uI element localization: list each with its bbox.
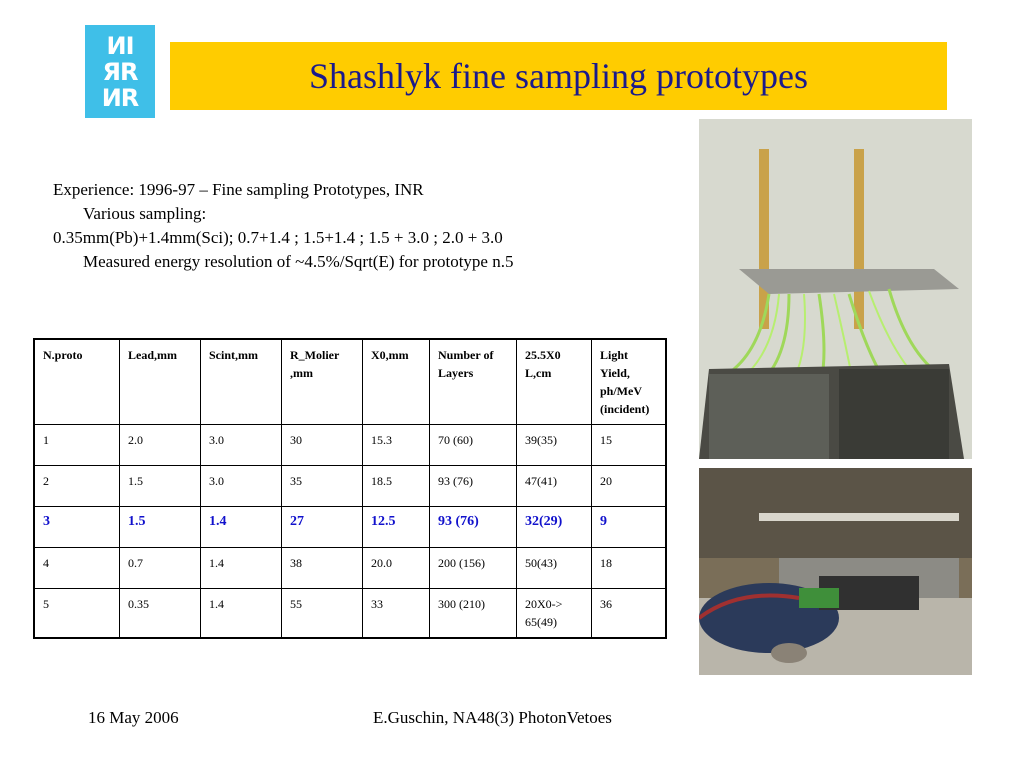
table-cell: 47(41) [517, 466, 592, 507]
table-header-cell: Scint,mm [201, 339, 282, 425]
table-cell: 93 (76) [430, 466, 517, 507]
table-cell: 9 [592, 507, 667, 548]
table-row [34, 589, 666, 639]
table-cell: 20 [592, 466, 667, 507]
table-cell: 33 [363, 589, 430, 639]
table-header-cell: X0,mm [363, 339, 430, 425]
table-cell: 18.5 [363, 466, 430, 507]
test-setup-illustration [699, 468, 972, 675]
table-cell: 39(35) [517, 425, 592, 466]
table-cell: 93 (76) [430, 507, 517, 548]
text-line-2: Various sampling: [83, 204, 207, 223]
table-cell: 1.4 [201, 507, 282, 548]
table-header-cell: Lead,mm [120, 339, 201, 425]
table-cell: 32(29) [517, 507, 592, 548]
table-header-cell: Number of Layers [430, 339, 517, 425]
text-line-4: Measured energy resolution of ~4.5%/Sqrt(E) for prototype n.5 [83, 252, 514, 271]
table-cell: 5 [34, 589, 120, 639]
table-cell: 36 [592, 589, 667, 639]
table-cell: 2 [34, 466, 120, 507]
table-cell: 70 (60) [430, 425, 517, 466]
footer-author: E.Guschin, NA48(3) PhotonVetoes [373, 708, 612, 727]
table-cell: 0.35 [120, 589, 201, 639]
table-cell: 300 (210) [430, 589, 517, 639]
table-cell: 15 [592, 425, 667, 466]
description-text [53, 178, 513, 274]
table-cell: 200 (156) [430, 548, 517, 589]
prototype-fibers-illustration [699, 119, 972, 459]
table-cell: 35 [282, 466, 363, 507]
table-cell: 15.3 [363, 425, 430, 466]
table-cell: 1.4 [201, 548, 282, 589]
table-header-cell: Light Yield, ph/MeV (incident) [592, 339, 667, 425]
title-bar [170, 42, 947, 110]
footer-date: 16 May 2006 [88, 708, 179, 727]
table-cell: 3.0 [201, 466, 282, 507]
logo-line-3: ИR [101, 83, 139, 112]
table-cell: 4 [34, 548, 120, 589]
table-cell: 18 [592, 548, 667, 589]
text-line-1: Experience: 1996-97 – Fine sampling Prototypes, INR [53, 180, 424, 199]
table-cell: 27 [282, 507, 363, 548]
table-cell: 1 [34, 425, 120, 466]
table-cell: 20X0-> 65(49) [517, 589, 592, 639]
table-cell: 1.4 [201, 589, 282, 639]
table-cell: 30 [282, 425, 363, 466]
table-row [34, 425, 666, 466]
table-cell: 3.0 [201, 425, 282, 466]
table-header-cell: N.proto [34, 339, 120, 425]
table-cell: 2.0 [120, 425, 201, 466]
table-cell: 12.5 [363, 507, 430, 548]
prototype-fibers-photo [699, 119, 972, 459]
table-cell: 50(43) [517, 548, 592, 589]
test-setup-photo [699, 468, 972, 675]
text-line-3: 0.35mm(Pb)+1.4mm(Sci); 0.7+1.4 ; 1.5+1.4 ; 1.5 + 3.0 ; 2.0 + 3.0 [53, 228, 503, 247]
table-cell: 0.7 [120, 548, 201, 589]
table-header-cell: 25.5X0 L,cm [517, 339, 592, 425]
table-cell: 20.0 [363, 548, 430, 589]
table-cell: 1.5 [120, 507, 201, 548]
table-row-highlighted [34, 507, 666, 548]
page-title: Shashlyk fine sampling prototypes [309, 56, 808, 96]
logo-line-1: ИI [106, 31, 134, 60]
table-cell: 55 [282, 589, 363, 639]
logo-line-2: ЯR [102, 57, 138, 86]
table-header-cell: R_Molier ,mm [282, 339, 363, 425]
prototypes-table [33, 338, 667, 639]
table-cell: 38 [282, 548, 363, 589]
table-cell: 3 [34, 507, 120, 548]
table-row [34, 466, 666, 507]
table-cell: 1.5 [120, 466, 201, 507]
table-header-row [34, 339, 666, 425]
inr-logo [85, 25, 155, 118]
table-row [34, 548, 666, 589]
